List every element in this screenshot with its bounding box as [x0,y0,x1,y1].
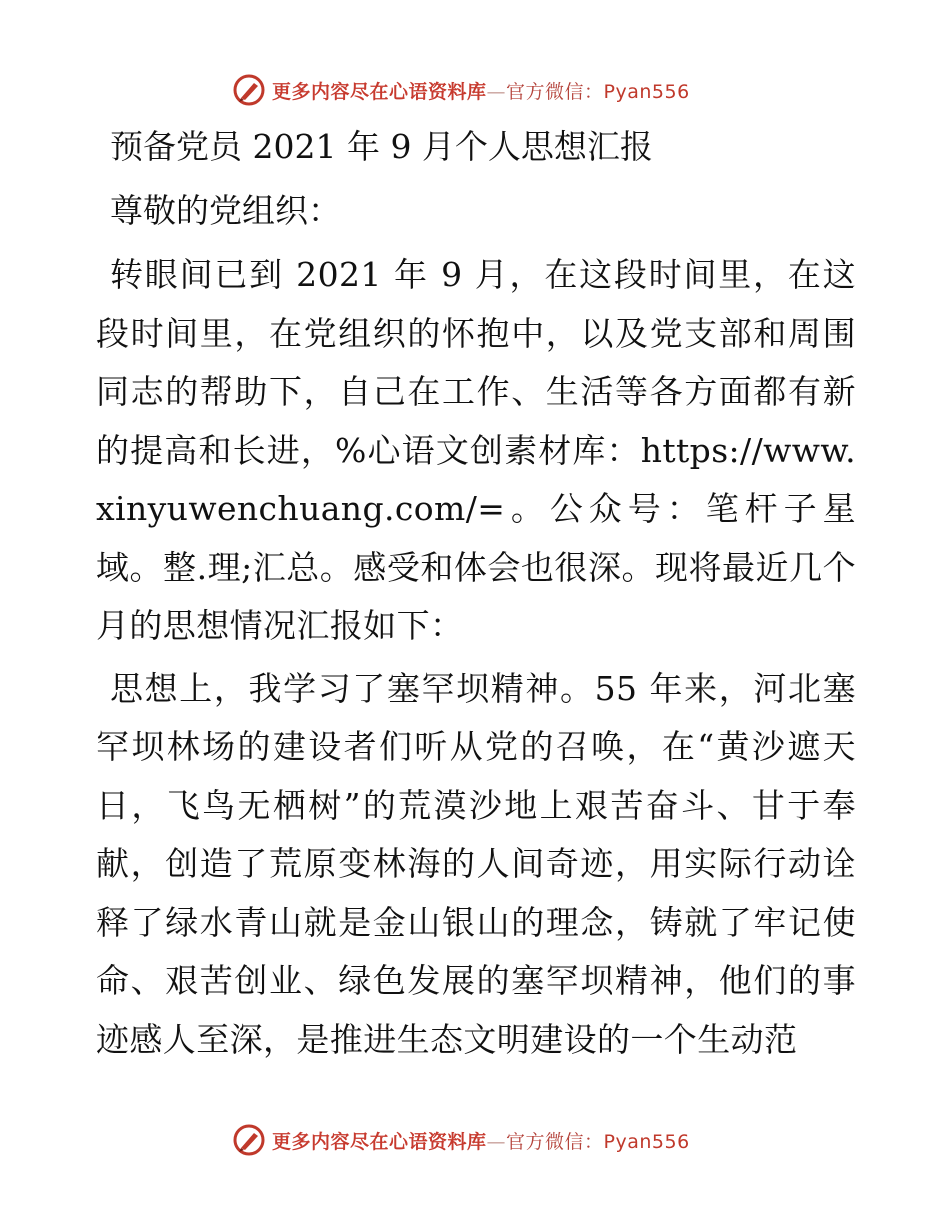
header-banner [232,70,732,110]
pen-logo-icon [232,1123,266,1157]
banner-dash: — [486,80,507,103]
paragraph-intro: 转眼间已到 2021 年 9 月，在这段时间里，在这段时间里，在党组织的怀抱中，以及党支部和周围同志的帮助下，自己在工作、生活等各方面都有新的提高和长进，%心语文创素材库：https://www.xinyuwenchuang.com/=。公众号：笔杆子星域。整.理;汇总。感受和体会也很深。现将最近几个月的思想情况汇报如下： [96,255,856,645]
banner-brand: 更多内容尽在心语资料库 [272,80,487,103]
document-title: 预备党员 2021 年 9 月个人思想汇报 [110,127,653,166]
pen-logo-icon [232,73,266,107]
banner-text [272,1127,690,1154]
footer-banner [232,1120,732,1160]
banner-wechat-handle: Pyan556 [603,80,690,103]
banner-brand: 更多内容尽在心语资料库 [272,1130,487,1153]
banner-wechat-handle: Pyan556 [603,1130,690,1153]
paragraph-thought: 思想上，我学习了塞罕坝精神。55 年来，河北塞罕坝林场的建设者们听从党的召唤，在“黄沙遮天日，飞鸟无栖树”的荒漠沙地上艰苦奋斗、甘于奉献，创造了荒原变林海的人间奇迹，用实际行动诠释了绿水青山就是金山银山的理念，铸就了牢记使命、艰苦创业、绿色发展的塞罕坝精神，他们的事迹感人至深，是推进生态文明建设的一个生动范 [96,668,856,1059]
document-body [96,118,856,1073]
banner-dash: — [486,1130,507,1153]
banner-wechat-label: 官方微信： [506,1130,604,1153]
banner-text [272,77,690,104]
salutation: 尊敬的党组织： [110,191,341,230]
banner-wechat-label: 官方微信： [506,80,604,103]
